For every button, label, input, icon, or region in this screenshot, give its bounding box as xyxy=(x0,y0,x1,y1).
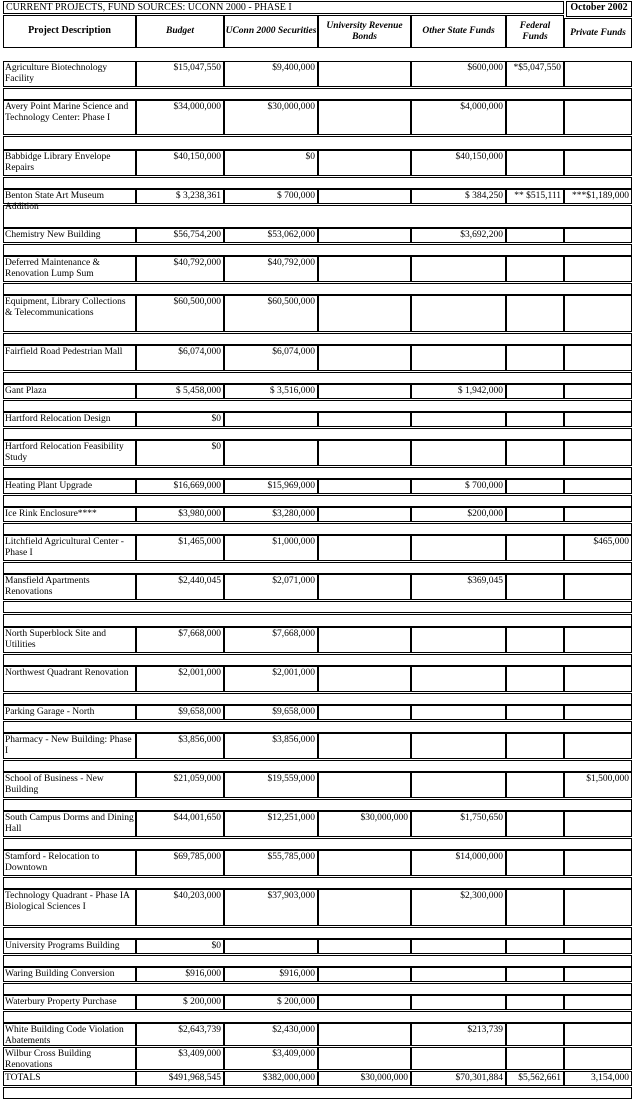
row-fed-cell xyxy=(506,507,564,522)
row-osf-cell xyxy=(411,939,506,954)
row-uconn-cell: $12,251,000 xyxy=(224,811,318,837)
row-urb-cell xyxy=(318,507,411,522)
row-urb-cell xyxy=(318,772,411,798)
row-budget-cell: $ 200,000 xyxy=(136,995,224,1010)
row-uconn-cell: $2,430,000 xyxy=(224,1023,318,1046)
row-osf-cell xyxy=(411,345,506,371)
row-name-cell: Fairfield Road Pedestrian Mall xyxy=(3,345,136,371)
column-header-priv: Private Funds xyxy=(564,18,632,48)
row-spacer xyxy=(3,693,632,705)
table-title: CURRENT PROJECTS, FUND SOURCES: UCONN 2000 - PHASE I xyxy=(3,1,564,14)
row-osf-cell: $1,750,650 xyxy=(411,811,506,837)
row-urb-cell xyxy=(318,61,411,87)
row-spacer xyxy=(3,614,632,627)
column-header-project: Project Description xyxy=(3,15,136,48)
row-name-cell: University Programs Building xyxy=(3,939,136,954)
row-priv-cell xyxy=(564,574,632,600)
row-fed-cell xyxy=(506,627,564,653)
row-priv-cell xyxy=(564,666,632,692)
row-budget-cell: $ 5,458,000 xyxy=(136,384,224,399)
row-osf-cell xyxy=(411,733,506,759)
row-urb-cell xyxy=(318,733,411,759)
row-priv-cell xyxy=(564,440,632,466)
row-osf-cell xyxy=(411,995,506,1010)
row-name-cell: Waterbury Property Purchase xyxy=(3,995,136,1010)
row-spacer xyxy=(3,955,632,967)
row-budget-cell: $2,643,739 xyxy=(136,1023,224,1046)
row-urb-cell xyxy=(318,100,411,135)
row-name-cell: Deferred Maintenance & Renovation Lump Sum xyxy=(3,256,136,282)
row-urb-cell xyxy=(318,967,411,982)
row-spacer xyxy=(3,721,632,733)
row-name-cell: Agriculture Biotechnology Facility xyxy=(3,61,136,87)
row-budget-cell: $44,001,650 xyxy=(136,811,224,837)
row-uconn-cell: $60,500,000 xyxy=(224,295,318,332)
row-uconn-cell: $2,071,000 xyxy=(224,574,318,600)
totals-osf-cell: $70,301,884 xyxy=(411,1071,506,1086)
row-fed-cell xyxy=(506,733,564,759)
row-fed-cell xyxy=(506,479,564,494)
row-fed-cell xyxy=(506,440,564,466)
row-uconn-cell: $3,856,000 xyxy=(224,733,318,759)
row-urb-cell xyxy=(318,256,411,282)
row-urb-cell xyxy=(318,666,411,692)
row-fed-cell xyxy=(506,535,564,561)
row-urb-cell xyxy=(318,850,411,876)
row-urb-cell xyxy=(318,939,411,954)
row-name-cell: Babbidge Library Envelope Repairs xyxy=(3,150,136,176)
row-fed-cell xyxy=(506,939,564,954)
row-fed-cell: *$5,047,550 xyxy=(506,61,564,87)
row-budget-cell: $56,754,200 xyxy=(136,228,224,243)
row-fed-cell xyxy=(506,574,564,600)
row-name-cell: Chemistry New Building xyxy=(3,228,136,243)
row-name-cell: North Superblock Site and Utilities xyxy=(3,627,136,653)
row-uconn-cell: $40,792,000 xyxy=(224,256,318,282)
row-uconn-cell xyxy=(224,939,318,954)
row-name-cell: South Campus Dorms and Dining Hall xyxy=(3,811,136,837)
row-spacer xyxy=(3,523,632,535)
row-uconn-cell: $ 200,000 xyxy=(224,995,318,1010)
row-osf-cell: $213,739 xyxy=(411,1023,506,1046)
row-uconn-cell: $53,062,000 xyxy=(224,228,318,243)
row-budget-cell: $40,792,000 xyxy=(136,256,224,282)
row-osf-cell: $4,000,000 xyxy=(411,100,506,135)
row-spacer xyxy=(3,1087,632,1099)
row-budget-cell: $ 3,238,361 xyxy=(136,189,224,204)
row-priv-cell xyxy=(564,228,632,243)
row-spacer xyxy=(3,799,632,811)
row-osf-cell: $600,000 xyxy=(411,61,506,87)
row-budget-cell: $7,668,000 xyxy=(136,627,224,653)
row-urb-cell xyxy=(318,574,411,600)
row-urb-cell xyxy=(318,384,411,399)
row-urb-cell xyxy=(318,889,411,926)
row-spacer xyxy=(3,495,632,507)
row-fed-cell xyxy=(506,150,564,176)
column-header-fed: Federal Funds xyxy=(506,15,564,48)
row-fed-cell xyxy=(506,384,564,399)
row-priv-cell: ***$1,189,000 xyxy=(564,189,632,204)
row-name-cell: Heating Plant Upgrade xyxy=(3,479,136,494)
row-spacer xyxy=(3,562,632,574)
row-priv-cell xyxy=(564,384,632,399)
row-name-cell: Benton State Art Museum Addition xyxy=(3,189,136,204)
row-fed-cell xyxy=(506,889,564,926)
row-urb-cell xyxy=(318,189,411,204)
row-uconn-cell: $916,000 xyxy=(224,967,318,982)
row-osf-cell xyxy=(411,967,506,982)
row-budget-cell: $3,856,000 xyxy=(136,733,224,759)
row-urb-cell xyxy=(318,228,411,243)
row-name-cell: School of Business - New Building xyxy=(3,772,136,798)
row-urb-cell xyxy=(318,440,411,466)
totals-fed-cell: $5,562,661 xyxy=(506,1071,564,1086)
row-budget-cell: $3,980,000 xyxy=(136,507,224,522)
row-name-cell: Waring Building Conversion xyxy=(3,967,136,982)
row-fed-cell xyxy=(506,811,564,837)
row-osf-cell xyxy=(411,535,506,561)
row-priv-cell xyxy=(564,705,632,720)
row-budget-cell: $9,658,000 xyxy=(136,705,224,720)
row-budget-cell: $40,203,000 xyxy=(136,889,224,926)
row-fed-cell xyxy=(506,295,564,332)
row-uconn-cell: $7,668,000 xyxy=(224,627,318,653)
row-urb-cell: $30,000,000 xyxy=(318,811,411,837)
row-name-cell: Litchfield Agricultural Center - Phase I xyxy=(3,535,136,561)
row-priv-cell xyxy=(564,100,632,135)
row-priv-cell xyxy=(564,967,632,982)
row-urb-cell xyxy=(318,479,411,494)
row-osf-cell: $200,000 xyxy=(411,507,506,522)
row-fed-cell xyxy=(506,995,564,1010)
row-spacer xyxy=(3,333,632,345)
row-spacer xyxy=(3,927,632,939)
row-osf-cell: $40,150,000 xyxy=(411,150,506,176)
row-uconn-cell: $30,000,000 xyxy=(224,100,318,135)
row-uconn-cell: $15,969,000 xyxy=(224,479,318,494)
row-budget-cell: $40,150,000 xyxy=(136,150,224,176)
row-priv-cell xyxy=(564,733,632,759)
row-uconn-cell: $3,280,000 xyxy=(224,507,318,522)
totals-budget-cell: $491,968,545 xyxy=(136,1071,224,1086)
row-urb-cell xyxy=(318,412,411,427)
row-spacer xyxy=(3,88,632,100)
row-fed-cell xyxy=(506,850,564,876)
column-header-urb: University Revenue Bonds xyxy=(318,15,411,48)
row-name-cell: Hartford Relocation Feasibility Study xyxy=(3,440,136,466)
row-fed-cell xyxy=(506,228,564,243)
row-spacer xyxy=(3,467,632,479)
row-name-cell: Parking Garage - North xyxy=(3,705,136,720)
row-budget-cell: $0 xyxy=(136,440,224,466)
row-urb-cell xyxy=(318,535,411,561)
row-spacer xyxy=(3,877,632,889)
row-fed-cell xyxy=(506,705,564,720)
row-priv-cell xyxy=(564,889,632,926)
row-priv-cell xyxy=(564,345,632,371)
row-osf-cell: $369,045 xyxy=(411,574,506,600)
row-uconn-cell: $2,001,000 xyxy=(224,666,318,692)
row-budget-cell: $916,000 xyxy=(136,967,224,982)
row-osf-cell: $3,692,200 xyxy=(411,228,506,243)
row-spacer xyxy=(3,838,632,850)
row-priv-cell xyxy=(564,811,632,837)
row-name-cell: Gant Plaza xyxy=(3,384,136,399)
row-osf-cell xyxy=(411,666,506,692)
row-spacer xyxy=(3,283,632,295)
row-budget-cell: $60,500,000 xyxy=(136,295,224,332)
row-fed-cell: ** $515,111 xyxy=(506,189,564,204)
row-spacer xyxy=(3,654,632,666)
row-osf-cell: $ 700,000 xyxy=(411,479,506,494)
report-date: October 2002 xyxy=(566,1,632,17)
row-budget-cell: $1,465,000 xyxy=(136,535,224,561)
row-fed-cell xyxy=(506,100,564,135)
row-osf-cell xyxy=(411,1047,506,1070)
row-priv-cell xyxy=(564,150,632,176)
row-uconn-cell: $ 3,516,000 xyxy=(224,384,318,399)
row-osf-cell xyxy=(411,412,506,427)
row-osf-cell xyxy=(411,256,506,282)
row-fed-cell xyxy=(506,256,564,282)
row-name-cell: Mansfield Apartments Renovations xyxy=(3,574,136,600)
row-spacer xyxy=(3,177,632,189)
row-urb-cell xyxy=(318,627,411,653)
row-priv-cell xyxy=(564,256,632,282)
totals-name-cell: TOTALS xyxy=(3,1071,136,1086)
totals-uconn-cell: $382,000,000 xyxy=(224,1071,318,1086)
row-budget-cell: $2,001,000 xyxy=(136,666,224,692)
row-name-cell: Pharmacy - New Building: Phase I xyxy=(3,733,136,759)
row-budget-cell: $16,669,000 xyxy=(136,479,224,494)
row-osf-cell: $ 1,942,000 xyxy=(411,384,506,399)
row-spacer xyxy=(3,372,632,384)
row-spacer xyxy=(3,428,632,440)
row-name-cell: Northwest Quadrant Renovation xyxy=(3,666,136,692)
row-name-cell: Hartford Relocation Design xyxy=(3,412,136,427)
column-header-budget: Budget xyxy=(136,15,224,48)
row-fed-cell xyxy=(506,772,564,798)
row-priv-cell xyxy=(564,61,632,87)
row-name-cell: Avery Point Marine Science and Technology Center: Phase I xyxy=(3,100,136,135)
row-urb-cell xyxy=(318,995,411,1010)
row-fed-cell xyxy=(506,1023,564,1046)
row-spacer xyxy=(3,1011,632,1023)
row-fed-cell xyxy=(506,345,564,371)
row-osf-cell: $ 384,250 xyxy=(411,189,506,204)
row-priv-cell xyxy=(564,295,632,332)
row-osf-cell xyxy=(411,440,506,466)
row-uconn-cell: $55,785,000 xyxy=(224,850,318,876)
row-osf-cell xyxy=(411,295,506,332)
row-priv-cell xyxy=(564,412,632,427)
row-budget-cell: $3,409,000 xyxy=(136,1047,224,1070)
row-fed-cell xyxy=(506,1047,564,1070)
column-header-uconn: UConn 2000 Securities xyxy=(224,15,318,48)
row-budget-cell: $69,785,000 xyxy=(136,850,224,876)
row-priv-cell xyxy=(564,627,632,653)
row-priv-cell xyxy=(564,1023,632,1046)
row-uconn-cell: $6,074,000 xyxy=(224,345,318,371)
row-name-cell: Wilbur Cross Building Renovations xyxy=(3,1047,136,1070)
row-name-cell: Stamford - Relocation to Downtown xyxy=(3,850,136,876)
row-name-cell: Technology Quadrant - Phase IA Biological Sciences I xyxy=(3,889,136,926)
column-header-osf: Other State Funds xyxy=(411,15,506,48)
row-uconn-cell: $3,409,000 xyxy=(224,1047,318,1070)
row-urb-cell xyxy=(318,345,411,371)
row-priv-cell xyxy=(564,479,632,494)
row-osf-cell: $14,000,000 xyxy=(411,850,506,876)
totals-urb-cell: $30,000,000 xyxy=(318,1071,411,1086)
row-urb-cell xyxy=(318,1047,411,1070)
row-uconn-cell: $1,000,000 xyxy=(224,535,318,561)
row-budget-cell: $15,047,550 xyxy=(136,61,224,87)
row-uconn-cell: $9,400,000 xyxy=(224,61,318,87)
row-uconn-cell: $0 xyxy=(224,150,318,176)
row-spacer xyxy=(3,601,632,613)
row-osf-cell: $2,300,000 xyxy=(411,889,506,926)
row-priv-cell: $1,500,000 xyxy=(564,772,632,798)
row-uconn-cell xyxy=(224,412,318,427)
row-fed-cell xyxy=(506,412,564,427)
row-budget-cell: $34,000,000 xyxy=(136,100,224,135)
row-uconn-cell xyxy=(224,440,318,466)
row-spacer xyxy=(3,983,632,995)
row-name-cell: Ice Rink Enclosure**** xyxy=(3,507,136,522)
row-priv-cell: $465,000 xyxy=(564,535,632,561)
row-urb-cell xyxy=(318,295,411,332)
row-urb-cell xyxy=(318,705,411,720)
row-name-cell: White Building Code Violation Abatements xyxy=(3,1023,136,1046)
row-spacer xyxy=(3,205,632,228)
row-osf-cell xyxy=(411,627,506,653)
row-budget-cell: $2,440,045 xyxy=(136,574,224,600)
totals-priv-cell: 3,154,000 xyxy=(564,1071,632,1086)
row-name-cell: Equipment, Library Collections & Telecommunications xyxy=(3,295,136,332)
row-uconn-cell: $9,658,000 xyxy=(224,705,318,720)
row-spacer xyxy=(3,244,632,256)
row-priv-cell xyxy=(564,507,632,522)
row-fed-cell xyxy=(506,666,564,692)
row-budget-cell: $0 xyxy=(136,939,224,954)
row-uconn-cell: $19,559,000 xyxy=(224,772,318,798)
row-urb-cell xyxy=(318,1023,411,1046)
row-spacer xyxy=(3,400,632,412)
row-spacer xyxy=(3,136,632,150)
row-urb-cell xyxy=(318,150,411,176)
row-fed-cell xyxy=(506,967,564,982)
row-osf-cell xyxy=(411,772,506,798)
row-budget-cell: $21,059,000 xyxy=(136,772,224,798)
row-priv-cell xyxy=(564,939,632,954)
row-budget-cell: $0 xyxy=(136,412,224,427)
row-spacer xyxy=(3,760,632,772)
row-priv-cell xyxy=(564,850,632,876)
row-osf-cell xyxy=(411,705,506,720)
row-uconn-cell: $37,903,000 xyxy=(224,889,318,926)
row-priv-cell xyxy=(564,995,632,1010)
row-budget-cell: $6,074,000 xyxy=(136,345,224,371)
row-priv-cell xyxy=(564,1047,632,1070)
row-uconn-cell: $ 700,000 xyxy=(224,189,318,204)
